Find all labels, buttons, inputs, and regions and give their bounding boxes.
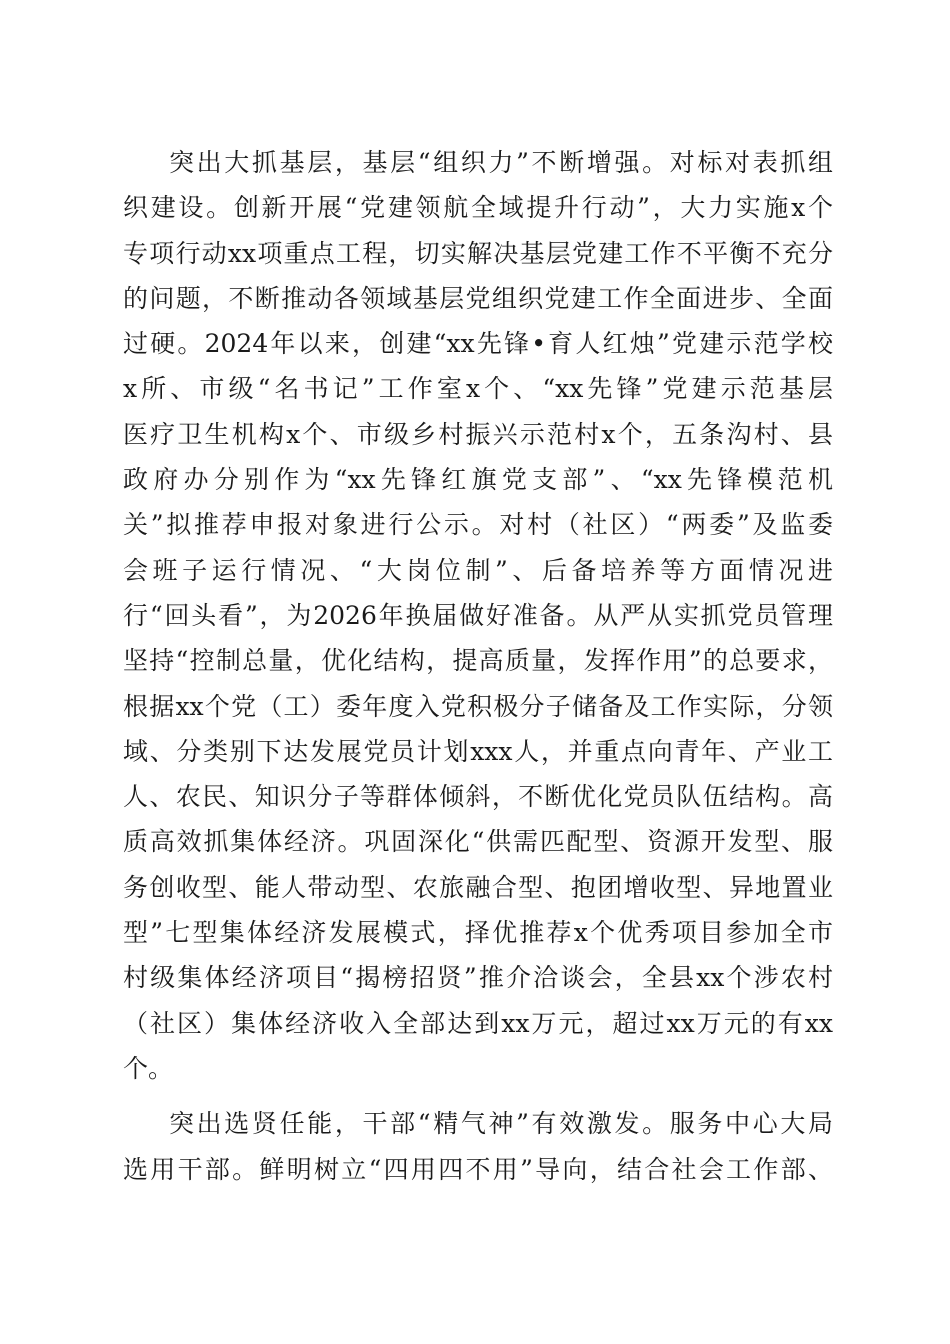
paragraph-line: x所、市级“名书记”工作室x个、“xx先锋”党建示范基层 <box>123 374 833 404</box>
paragraph-line: 政府办分别作为“xx先锋红旗党支部”、“xx先锋模范机 <box>123 465 833 495</box>
paragraph-line: 域、分类别下达发展党员计划xxx人，并重点向青年、产业工 <box>123 736 833 766</box>
paragraph-line: 医疗卫生机构x个、市级乡村振兴示范村x个，五条沟村、县 <box>123 419 833 449</box>
paragraph-line: 质高效抓集体经济。巩固深化“供需匹配型、资源开发型、服 <box>123 827 833 857</box>
paragraph-line: 根据xx个党（工）委年度入党积极分子储备及工作实际，分领 <box>123 691 833 721</box>
paragraph-line: 村级集体经济项目“揭榜招贤”推介洽谈会，全县xx个涉农村 <box>123 963 833 993</box>
paragraph-line: 织建设。创新开展“党建领航全域提升行动”，大力实施x个 <box>123 193 833 223</box>
paragraph-cadres <box>123 1101 833 1192</box>
paragraph-line: 的问题，不断推动各领域基层党组织党建工作全面进步、全面 <box>123 283 833 313</box>
paragraph-line: 选用干部。鲜明树立“四用四不用”导向，结合社会工作部、 <box>123 1154 833 1184</box>
paragraph-line: 人、农民、知识分子等群体倾斜，不断优化党员队伍结构。高 <box>123 782 833 812</box>
paragraph-line: 过硬。2024年以来，创建“xx先锋•育人红烛”党建示范学校 <box>123 329 833 359</box>
paragraph-line: 突出选贤任能，干部“精气神”有效激发。服务中心大局 <box>169 1109 833 1139</box>
paragraph-line: （社区）集体经济收入全部达到xx万元，超过xx万元的有xx <box>123 1008 833 1038</box>
paragraph-line: 个。 <box>123 1053 174 1083</box>
paragraph-line: 会班子运行情况、“大岗位制”、后备培养等方面情况进 <box>123 555 833 585</box>
paragraph-line: 坚持“控制总量，优化结构，提高质量，发挥作用”的总要求， <box>123 646 833 676</box>
paragraph-line: 行“回头看”，为2026年换届做好准备。从严从实抓党员管理 <box>123 600 833 630</box>
document-body <box>123 140 833 1192</box>
paragraph-line: 关”拟推荐申报对象进行公示。对村（社区）“两委”及监委 <box>123 510 833 540</box>
paragraph-line: 型”七型集体经济发展模式，择优推荐x个优秀项目参加全市 <box>123 918 833 948</box>
paragraph-line: 突出大抓基层，基层“组织力”不断增强。对标对表抓组 <box>169 148 833 177</box>
paragraph-line: 务创收型、能人带动型、农旅融合型、抱团增收型、异地置业 <box>123 872 833 902</box>
paragraph-line: 专项行动xx项重点工程，切实解决基层党建工作不平衡不充分 <box>123 238 833 268</box>
paragraph-spacer <box>123 1091 833 1101</box>
paragraph-grassroots <box>123 140 833 1091</box>
